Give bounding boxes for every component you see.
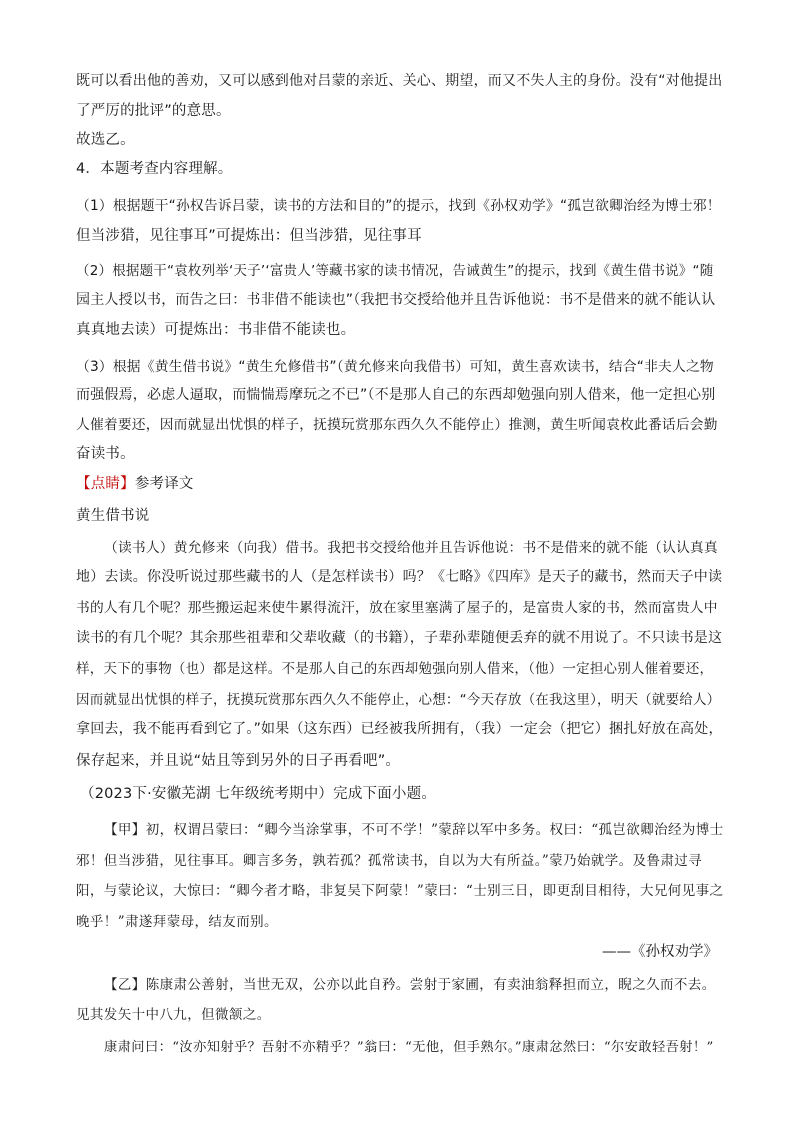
answer4-p3-line1: （3）根据《黄生借书说》“黄生允修借书”（黄允修来向我借书）可知，黄生喜欢读书，结合“非夫人之物 xyxy=(76,359,714,375)
translation-line6: 因而就显出忧惧的样子，抚摸玩赏那东西久久不能停止，心想：“今天存放（在我这里），明天（就要给人） xyxy=(76,692,721,708)
answer3-line2: 了严厉的批评”的意思。 xyxy=(76,103,231,119)
answer4-p3-line3: 人催着要还，因而就显出忧惧的样子，抚摸玩赏那东西久久不能停止）推测，黄生听闻袁枚此番话后会勤 xyxy=(76,417,718,433)
translation-line5: 样，天下的事物（也）都是这样。不是那人自己的东西却勉强向别人借来，（他）一定担心别人催着要还， xyxy=(76,661,714,677)
answer4-p3-line2: 而强假焉，必虑人逼取，而惴惴焉摩玩之不已”（不是那人自己的东西却勉强向别人借来，他一定担心别 xyxy=(76,387,716,403)
translation-line1: （读书人）黄允修来（向我）借书。我把书交授给他并且告诉他说：书不是借来的就不能（认认真真 xyxy=(104,540,718,556)
answer4-heading: 4．本题考查内容理解。 xyxy=(76,161,233,177)
jia-line2: 邪！但当涉猎，见往事耳。卿言多务，孰若孤？孤常读书，自以为大有所益。”蒙乃始就学。及鲁肃过寻 xyxy=(76,853,703,869)
question-source: （2023下·安徽芜湖 七年级统考期中）完成下面小题。 xyxy=(80,786,437,802)
translation-title: 黄生借书说 xyxy=(76,508,150,524)
answer3-line1: 既可以看出他的善劝，又可以感到他对吕蒙的亲近、关心、期望，而又不失人主的身份。没有“对他提出 xyxy=(76,73,723,89)
dianjing-heading xyxy=(76,472,194,493)
answer4-p2-line3: 真真地去读）可提炼出：书非借不能读也。 xyxy=(76,322,356,338)
jia-line1: 【甲】初，权谓吕蒙曰：“卿今当涂掌事，不可不学！”蒙辞以军中多务。权曰：“孤岂欲卿治经为博士 xyxy=(104,822,724,838)
yi-line1: 【乙】陈康肃公善射，当世无双，公亦以此自矜。尝射于家圃，有卖油翁释担而立，睨之久而不去。 xyxy=(104,977,716,993)
yi-line3: 康肃问曰：“汝亦知射乎？吾射不亦精乎？”翁曰：“无他，但手熟尔。”康肃忿然曰：“尔安敢轻吾射！” xyxy=(104,1040,714,1055)
answer4-p1-line1: （1）根据题干“孙权告诉吕蒙，读书的方法和目的”的提示，找到《孙权劝学》“孤岂欲卿治经为博士邪！ xyxy=(76,198,721,214)
answer4-p3-line4: 奋读书。 xyxy=(76,446,135,462)
dianjing-label: 参考译文 xyxy=(134,476,194,492)
dianjing-tag: 【点睛】 xyxy=(76,476,135,492)
yi-line2: 见其发矢十中八九，但微颔之。 xyxy=(76,1007,271,1023)
answer4-p1-line2: 但当涉猎，见往事耳”可提炼出：但当涉猎，见往事耳 xyxy=(76,228,422,244)
jia-line3: 阳，与蒙论议，大惊曰：“卿今者才略，非复吴下阿蒙！”蒙曰：“士别三日，即更刮目相待，大兄何见事之 xyxy=(76,883,724,899)
jia-line4: 晚乎！”肃遂拜蒙母，结友而别。 xyxy=(76,914,278,930)
translation-line8: 保存起来，并且说“姑且等到另外的日子再看吧”。 xyxy=(76,753,401,769)
answer4-p2-line2: 园主人授以书，而告之曰：书非借不能读也”（我把书交授给他并且告诉他说：书不是借来的就不能认认 xyxy=(76,292,716,308)
answer3-conclusion: 故选乙。 xyxy=(76,132,135,148)
answer4-p2-line1: （2）根据题干“袁枚列举‘天子’‘富贵人’等藏书家的读书情况，告诫黄生”的提示，找到《黄生借书说》“随 xyxy=(76,263,714,279)
translation-line3: 书的人有几个呢？那些搬运起来使牛累得流汗，放在家里塞满了屋子的，是富贵人家的书，然而富贵人中 xyxy=(76,600,718,616)
translation-line2: 地）去读。你没听说过那些藏书的人（是怎样读书）吗？《七略》《四库》是天子的藏书，然而天子中读 xyxy=(76,569,723,585)
jia-source: ——《孙权劝学》 xyxy=(602,944,718,960)
translation-line4: 读书的有几个呢？其余那些祖辈和父辈收藏（的书籍），子辈孙辈随便丢弃的就不用说了。不只读书是这 xyxy=(76,630,723,646)
translation-line7: 拿回去，我不能再看到它了。”如果（这东西）已经被我所拥有，（我）一定会（把它）捆扎好放在高处， xyxy=(76,721,723,737)
